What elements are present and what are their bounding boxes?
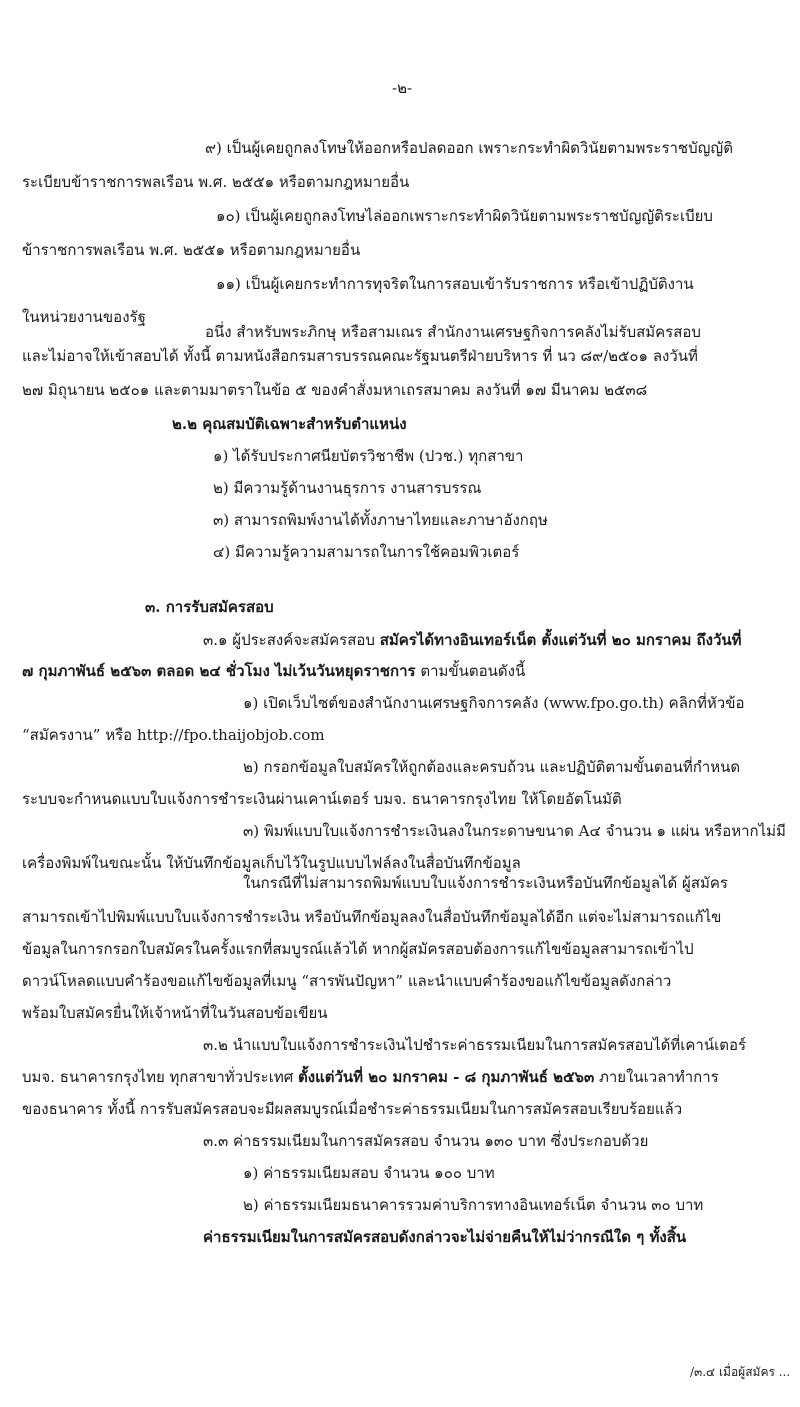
- continuation-footer: /๓.๔ เมื่อผู้สมัคร ...: [690, 1365, 791, 1379]
- p32-line-1: ๓.๒ นำแบบใบแจ้งการชำระเงินไปชำระค่าธรรมเนียมในการสมัครสอบได้ที่เคาน์เตอร์: [203, 1036, 747, 1054]
- qualification-item: ๑) ได้รับประกาศนียบัตรวิชาชีพ (ปวช.) ทุกสาขา: [213, 447, 524, 465]
- item-9-line-1: ๙) เป็นผู้เคยถูกลงโทษให้ออกหรือปลดออก เพราะกระทำผิดวินัยตามพระราชบัญญัติ: [205, 139, 733, 157]
- case-line-3: ข้อมูลในการกรอกใบสมัครในครั้งแรกที่สมบูรณ์แล้วได้ หากผู้สมัครสอบต้องการแก้ไขข้อมูลสามารถเข้าไป: [22, 940, 694, 958]
- qualification-item: ๔) มีความรู้ความสามารถในการใช้คอมพิวเตอร์: [213, 543, 520, 561]
- p31-line-2-bold: ๗ กุมภาพันธ์ ๒๕๖๓ ตลอด ๒๔ ชั่วโมง ไม่เว้นวันหยุดราชการ: [22, 662, 416, 680]
- case-line-1: ในกรณีที่ไม่สามารถพิมพ์แบบใบแจ้งการชำระเงินหรือบันทึกข้อมูลได้ ผู้สมัคร: [243, 874, 728, 892]
- p32-line-2: [22, 1067, 719, 1087]
- monk-note-line-1: อนึ่ง สำหรับพระภิกษุ หรือสามเณร สำนักงานเศรษฐกิจการคลังไม่รับสมัครสอบ: [205, 323, 701, 341]
- qualification-item: ๒) มีความรู้ด้านงานธุรการ งานสารบรรณ: [213, 479, 482, 497]
- p31-line-1: [203, 630, 742, 650]
- step-2-line-1: ๒) กรอกข้อมูลใบสมัครให้ถูกต้องและครบถ้วน และปฏิบัติตามขั้นตอนที่กำหนด: [243, 758, 741, 776]
- item-10-line-2: ข้าราชการพลเรือน พ.ศ. ๒๕๕๑ หรือตามกฎหมายอื่น: [22, 241, 361, 259]
- p32-line-2-tail: ภายในเวลาทำการ: [594, 1068, 719, 1086]
- section-3-heading: ๓. การรับสมัครสอบ: [145, 598, 274, 616]
- item-10-line-1: ๑๐) เป็นผู้เคยถูกลงโทษไล่ออกเพราะกระทำผิดวินัยตามพระราชบัญญัติระเบียบ: [216, 207, 713, 225]
- p31-line-2-plain: ตามขั้นตอนดังนี้: [415, 662, 526, 680]
- qualification-item: ๓) สามารถพิมพ์งานได้ทั้งภาษาไทยและภาษาอังกฤษ: [213, 511, 548, 529]
- item-11-line-2: ในหน่วยงานของรัฐ: [22, 308, 146, 326]
- step-2-line-2: ระบบจะกำหนดแบบใบแจ้งการชำระเงินผ่านเคาน์เตอร์ บมจ. ธนาคารกรุงไทย ให้โดยอัตโนมัติ: [22, 790, 622, 808]
- case-line-4: ดาวน์โหลดแบบคำร้องขอแก้ไขข้อมูลที่เมนู “สารพันปัญหา” และนำแบบคำร้องขอแก้ไขข้อมูลดังกล่าว: [22, 972, 672, 990]
- monk-note-line-2: และไม่อาจให้เข้าสอบได้ ทั้งนี้ ตามหนังสือกรมสารบรรณคณะรัฐมนตรีฝ่ายบริหาร ที่ นว ๘๙/๒๕๐๑ ลงวันที่: [22, 347, 698, 365]
- fee-non-refundable-note: ค่าธรรมเนียมในการสมัครสอบดังกล่าวจะไม่จ่ายคืนให้ไม่ว่ากรณีใด ๆ ทั้งสิ้น: [203, 1228, 687, 1246]
- monk-note-line-3: ๒๗ มิถุนายน ๒๕๐๑ และตามมาตราในข้อ ๕ ของคำสั่งมหาเถรสมาคม ลงวันที่ ๑๗ มีนาคม ๒๕๓๘: [22, 381, 648, 399]
- page-number: -๒-: [392, 79, 413, 97]
- p31-line-2: [22, 661, 525, 681]
- step-3-line-2: เครื่องพิมพ์ในขณะนั้น ให้บันทึกข้อมูลเก็บไว้ในรูปแบบไฟล์ลงในสื่อบันทึกข้อมูล: [22, 854, 521, 872]
- step-3-line-1: ๓) พิมพ์แบบใบแจ้งการชำระเงินลงในกระดาษขนาด A๔ จำนวน ๑ แผ่น หรือหากไม่มี: [243, 822, 786, 840]
- qualification-heading: ๒.๒ คุณสมบัติเฉพาะสำหรับตำแหน่ง: [172, 415, 407, 433]
- p31-line-1-bold: สมัครได้ทางอินเทอร์เน็ต ตั้งแต่วันที่ ๒๐ มกราคม ถึงวันที่: [379, 631, 742, 649]
- p33-line-1: ๓.๓ ค่าธรรมเนียมในการสมัครสอบ จำนวน ๑๓๐ บาท ซึ่งประกอบด้วย: [203, 1132, 649, 1150]
- case-line-5: พร้อมใบสมัครยื่นให้เจ้าหน้าที่ในวันสอบข้อเขียน: [22, 1004, 328, 1022]
- step-1-line-2: “สมัครงาน” หรือ http://fpo.thaijobjob.com: [22, 726, 325, 744]
- item-11-line-1: ๑๑) เป็นผู้เคยกระทำการทุจริตในการสอบเข้ารับราชการ หรือเข้าปฏิบัติงาน: [216, 275, 694, 293]
- case-line-2: สามารถเข้าไปพิมพ์แบบใบแจ้งการชำระเงิน หรือบันทึกข้อมูลลงในสื่อบันทึกข้อมูลได้อีก แต่จะไม่สามารถแก้ไข: [22, 908, 722, 926]
- step-1-line-1: ๑) เปิดเว็บไซต์ของสำนักงานเศรษฐกิจการคลัง (www.fpo.go.th) คลิกที่หัวข้อ: [243, 694, 745, 712]
- fee-item: ๑) ค่าธรรมเนียมสอบ จำนวน ๑๐๐ บาท: [243, 1164, 495, 1182]
- p32-line-2-plain: บมจ. ธนาคารกรุงไทย ทุกสาขาทั่วประเทศ: [22, 1068, 299, 1086]
- p31-line-1-plain: ๓.๑ ผู้ประสงค์จะสมัครสอบ: [203, 631, 380, 649]
- p32-line-3: ของธนาคาร ทั้งนี้ การรับสมัครสอบจะมีผลสมบูรณ์เมื่อชำระค่าธรรมเนียมในการสมัครสอบเรียบร้อยแล้ว: [22, 1100, 683, 1118]
- item-9-line-2: ระเบียบข้าราชการพลเรือน พ.ศ. ๒๕๕๑ หรือตามกฎหมายอื่น: [22, 173, 410, 191]
- fee-item: ๒) ค่าธรรมเนียมธนาคารรวมค่าบริการทางอินเทอร์เน็ต จำนวน ๓๐ บาท: [243, 1196, 704, 1214]
- p32-line-2-bold: ตั้งแต่วันที่ ๒๐ มกราคม - ๘ กุมภาพันธ์ ๒๕๖๓: [298, 1068, 595, 1086]
